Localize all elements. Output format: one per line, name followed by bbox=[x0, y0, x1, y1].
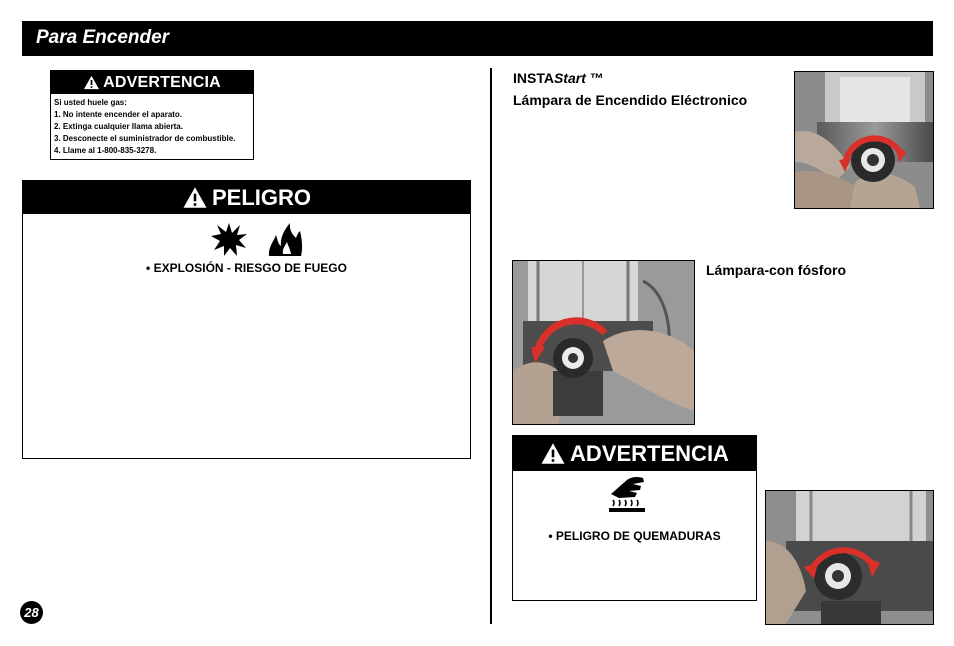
danger-heading: PELIGRO bbox=[211, 184, 311, 210]
page-title: Para Encender bbox=[36, 27, 170, 48]
danger-box bbox=[22, 180, 471, 459]
warning-heading: ADVERTENCIA bbox=[103, 73, 221, 91]
list-item: Si usted huele gas: bbox=[54, 98, 127, 107]
warning-header bbox=[513, 436, 756, 471]
burn-warning-box bbox=[512, 435, 757, 601]
lantern-photo-image bbox=[513, 261, 694, 424]
danger-header bbox=[23, 181, 470, 214]
lantern-photo-knob bbox=[765, 490, 934, 625]
explosion-icon bbox=[210, 221, 248, 257]
page-number: 28 bbox=[20, 601, 43, 624]
list-item: 3. Desconecte el suministrador de combustible. bbox=[54, 134, 236, 143]
warning-heading: ADVERTENCIA bbox=[570, 440, 729, 466]
danger-hazard-text: • EXPLOSIÓN - RIESGO DE FUEGO bbox=[146, 261, 347, 275]
lantern-photo-electronic bbox=[794, 71, 934, 209]
warning-triangle-icon bbox=[83, 75, 100, 90]
danger-icons bbox=[210, 221, 304, 257]
instastart-heading bbox=[513, 67, 747, 111]
instastart-subtitle: Lámpara de Encendido Eléctronico bbox=[513, 92, 748, 108]
instastart-title-italic: Start bbox=[553, 70, 586, 86]
hot-surface-hand-icon bbox=[607, 474, 647, 516]
instastart-title-suffix: ™ bbox=[585, 70, 604, 86]
lantern-photo-match bbox=[512, 260, 695, 425]
fire-icon bbox=[266, 221, 304, 257]
warning-header bbox=[51, 71, 253, 94]
instastart-title bbox=[513, 67, 747, 89]
section-header bbox=[22, 21, 933, 56]
list-item: 2. Extinga cualquier llama abierta. bbox=[54, 122, 183, 131]
warning-triangle-icon bbox=[182, 186, 208, 209]
warning-triangle-icon bbox=[540, 442, 566, 465]
column-divider bbox=[490, 68, 492, 624]
list-item: 4. Llame al 1-800-835-3278. bbox=[54, 146, 157, 155]
match-lantern-heading: Lámpara-con fósforo bbox=[706, 262, 847, 278]
lantern-photo-image bbox=[795, 72, 933, 208]
instastart-title-prefix: INSTA bbox=[513, 70, 554, 86]
burn-hazard-text: • PELIGRO DE QUEMADURAS bbox=[548, 529, 721, 543]
gas-warning-list bbox=[54, 97, 253, 157]
list-item: 1. No intente encender el aparato. bbox=[54, 110, 183, 119]
lantern-photo-image bbox=[766, 491, 933, 624]
gas-warning-box bbox=[50, 70, 254, 160]
